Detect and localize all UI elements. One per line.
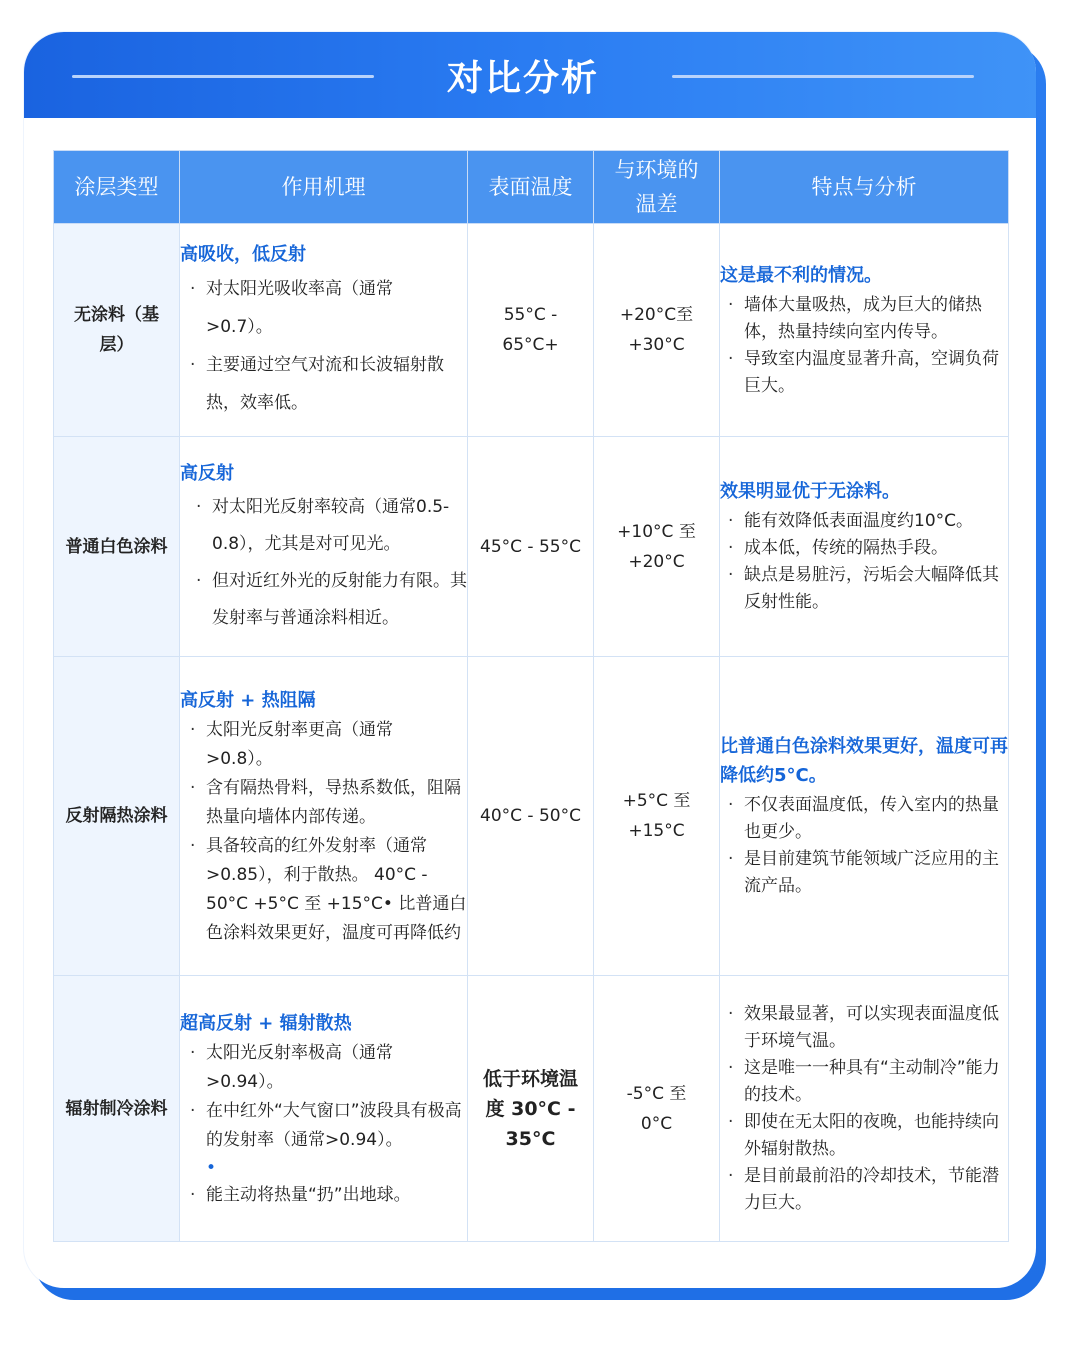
mechanism-point: · 太阳光反射率更高（通常>0.8）。: [180, 716, 467, 774]
mechanism-list: [180, 489, 467, 637]
mechanism-list: [180, 1039, 467, 1155]
analysis-list: [720, 508, 1008, 616]
analysis-list: [720, 292, 1008, 400]
mechanism-point: · 但对近红外光的反射能力有限。其发射率与普通涂料相近。: [186, 563, 467, 637]
coating-type: 辐射制冷涂料: [54, 976, 180, 1242]
analysis-title: 这是最不利的情况。: [720, 264, 882, 286]
table-row: [54, 976, 1009, 1242]
analysis-point: · 是目前建筑节能领域广泛应用的主流产品。: [720, 846, 1008, 900]
mechanism-cell: [180, 976, 468, 1242]
mechanism-title: 超高反射 + 辐射散热: [180, 1013, 352, 1034]
analysis-cell: [720, 437, 1009, 657]
analysis-title: 比普通白色涂料效果更好，温度可再降低约5°C。: [720, 736, 1008, 786]
col-header-mechanism: 作用机理: [180, 151, 468, 224]
stray-bullet: •: [206, 1158, 217, 1178]
surface-temp: 45°C - 55°C: [468, 437, 594, 657]
table-header-row: [54, 151, 1009, 224]
mechanism-point: · 具备较高的红外发射率（通常>0.85），利于散热。 40°C - 50°C +5°C 至 +15°C• 比普通白色涂料效果更好，温度可再降低约: [180, 832, 467, 948]
analysis-title: 效果明显优于无涂料。: [720, 481, 900, 502]
mechanism-list: [180, 1181, 467, 1210]
analysis-point: · 成本低，传统的隔热手段。: [720, 535, 1008, 562]
analysis-point: · 是目前最前沿的冷却技术，节能潜力巨大。: [720, 1163, 1008, 1217]
temp-diff: +20°C至+30°C: [594, 224, 720, 437]
mechanism-point: · 对太阳光反射率较高（通常0.5-0.8），尤其是对可见光。: [186, 489, 467, 563]
coating-type: 反射隔热涂料: [54, 657, 180, 976]
mechanism-point: · 含有隔热骨料，导热系数低，阻隔热量向墙体内部传递。: [180, 774, 467, 832]
analysis-point: · 这是唯一一种具有“主动制冷”能力的技术。: [720, 1055, 1008, 1109]
analysis-list: [720, 1001, 1008, 1217]
mechanism-cell: [180, 224, 468, 437]
mechanism-cell: [180, 437, 468, 657]
mechanism-point: · 太阳光反射率极高（通常>0.94）。: [180, 1039, 467, 1097]
mechanism-title: 高反射: [180, 462, 234, 484]
analysis-point: · 墙体大量吸热，成为巨大的储热体，热量持续向室内传导。: [720, 292, 1008, 346]
analysis-point: · 导致室内温度显著升高，空调负荷巨大。: [720, 346, 1008, 400]
table-row: [54, 224, 1009, 437]
page-title: 对比分析: [446, 58, 599, 99]
comparison-card: [24, 32, 1036, 1288]
analysis-point: · 即使在无太阳的夜晚，也能持续向外辐射散热。: [720, 1109, 1008, 1163]
analysis-point: · 缺点是易脏污，污垢会大幅降低其反射性能。: [720, 562, 1008, 616]
temp-diff: +10°C 至+20°C: [594, 437, 720, 657]
coating-type: 无涂料（基层）: [54, 224, 180, 437]
mechanism-title: 高吸收，低反射: [180, 244, 306, 265]
col-header-temp-diff: 与环境的温差: [594, 151, 720, 224]
table-row: [54, 437, 1009, 657]
mechanism-point: · 对太阳光吸收率高（通常>0.7）。: [180, 270, 467, 346]
surface-temp: 55°C - 65°C+: [468, 224, 594, 437]
analysis-cell: [720, 657, 1009, 976]
analysis-point: · 不仅表面温度低，传入室内的热量也更少。: [720, 792, 1008, 846]
temp-diff: +5°C 至+15°C: [594, 657, 720, 976]
table-row: [54, 657, 1009, 976]
header-divider-right: [672, 75, 974, 78]
col-header-analysis: 特点与分析: [720, 151, 1009, 224]
mechanism-list: [180, 716, 467, 948]
surface-temp: 40°C - 50°C: [468, 657, 594, 976]
header-divider-left: [72, 75, 374, 78]
mechanism-list: [180, 270, 467, 422]
analysis-point: · 能有效降低表面温度约10°C。: [720, 508, 1008, 535]
analysis-list: [720, 792, 1008, 900]
mechanism-point: · 主要通过空气对流和长波辐射散热，效率低。: [180, 346, 467, 422]
mechanism-point: · 在中红外“大气窗口”波段具有极高的发射率（通常>0.94）。: [180, 1097, 467, 1155]
card-header: [24, 32, 1036, 118]
mechanism-cell: [180, 657, 468, 976]
analysis-point: · 效果最显著，可以实现表面温度低于环境气温。: [720, 1001, 1008, 1055]
comparison-table: [53, 150, 1009, 1242]
surface-temp: 低于环境温度 30°C - 35°C: [468, 976, 594, 1242]
coating-type: 普通白色涂料: [54, 437, 180, 657]
col-header-type: 涂层类型: [54, 151, 180, 224]
analysis-cell: [720, 224, 1009, 437]
mechanism-point: · 能主动将热量“扔”出地球。: [180, 1181, 467, 1210]
temp-diff: -5°C 至0°C: [594, 976, 720, 1242]
analysis-cell: [720, 976, 1009, 1242]
col-header-surface-temp: 表面温度: [468, 151, 594, 224]
mechanism-title: 高反射 + 热阻隔: [180, 690, 316, 711]
